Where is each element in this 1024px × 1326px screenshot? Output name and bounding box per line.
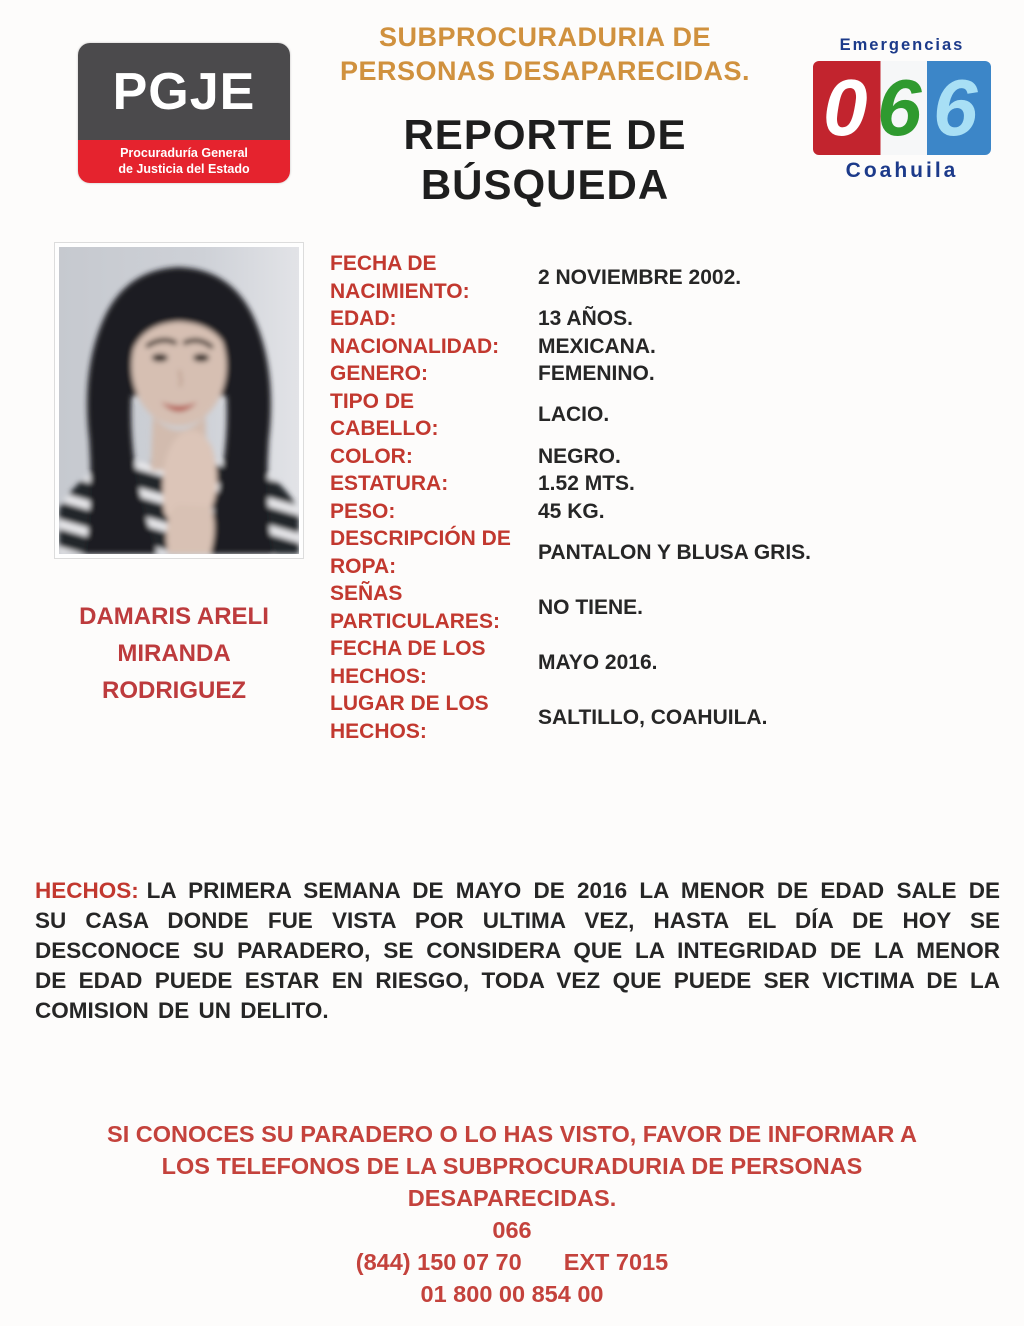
portrait-illustration [59, 247, 299, 554]
phone-ext: EXT 7015 [563, 1249, 669, 1275]
person-name [38, 598, 310, 709]
field-value: SALTILLO, COAHUILA. [538, 705, 768, 729]
pgje-acronym: PGJE [78, 43, 290, 140]
coahuila-label: Coahuila [845, 159, 959, 182]
emergency-066-logo [810, 36, 994, 183]
field-value: MEXICANA. [538, 334, 656, 358]
field-row [330, 525, 910, 580]
field-value: NEGRO. [538, 444, 621, 468]
digit-6-green-icon: 6 [877, 63, 922, 152]
missing-person-photo [55, 243, 303, 558]
field-label: COLOR: [330, 444, 413, 468]
person-name-line3: RODRIGUEZ [102, 677, 246, 704]
field-row [330, 690, 910, 745]
pgje-subtitle-line2: de Justicia del Estado [118, 161, 250, 176]
hechos-paragraph [35, 876, 1000, 1026]
subprocuraduria-title-line1: SUBPROCURADURIA DE [378, 22, 711, 52]
field-row [330, 635, 910, 690]
066-digits-box [813, 61, 991, 155]
field-label: TIPO DE CABELLO: [330, 389, 439, 440]
subprocuraduria-title-line2: PERSONAS DESAPARECIDAS. [339, 56, 751, 87]
contact-message-line1: SI CONOCES SU PARADERO O LO HAS VISTO, FAVOR DE INFORMAR A [107, 1121, 917, 1147]
header-title-block [308, 20, 782, 209]
field-row [330, 498, 910, 526]
field-value: PANTALON Y BLUSA GRIS. [538, 540, 812, 564]
field-row [330, 388, 910, 443]
contact-message-line3: DESAPARECIDAS. [407, 1185, 617, 1211]
field-label: EDAD: [330, 307, 397, 330]
field-label: LUGAR DE LOS HECHOS: [330, 692, 489, 743]
hechos-label: HECHOS: [35, 878, 139, 903]
field-row [330, 305, 910, 333]
digit-0-icon: 0 [823, 63, 868, 152]
pgje-subtitle-line1: Procuraduría General [120, 145, 248, 160]
field-label: FECHA DE LOS HECHOS: [330, 637, 486, 688]
field-label: DESCRIPCIÓN DE ROPA: [330, 527, 511, 578]
field-label: SEÑAS PARTICULARES: [330, 582, 500, 633]
report-title: REPORTE DE BÚSQUEDA [403, 111, 687, 208]
field-value: MAYO 2016. [538, 650, 658, 674]
field-row [330, 580, 910, 635]
phone-066: 066 [492, 1217, 532, 1243]
field-label: PESO: [330, 499, 396, 523]
field-row [330, 443, 910, 471]
field-label: GENERO: [330, 362, 429, 385]
person-name-line2: MIRANDA [117, 640, 231, 667]
field-value: FEMENINO. [538, 362, 655, 385]
emergencias-label: Emergencias [839, 36, 965, 54]
field-value: 45 KG. [538, 499, 605, 523]
person-details-table [330, 250, 910, 745]
hechos-text: LA PRIMERA SEMANA DE MAYO DE 2016 LA MENOR DE EDAD SALE DE SU CASA DONDE FUE VISTA POR ULTIMA VEZ, HASTA EL DÍA DE HOY SE DESCONOCE SU PARADERO, SE CONSIDERA QUE LA INTEGRIDAD DE LA MENOR DE EDAD PUEDE ESTAR EN RIESGO, TODA VEZ QUE PUEDE SER VICTIMA DE LA COMISION DE UN DELITO. [35, 878, 1000, 1023]
person-name-line1: DAMARIS ARELI [79, 603, 269, 630]
field-value: NO TIENE. [538, 595, 644, 619]
phone-line [12, 1246, 1012, 1278]
contact-notice [12, 1118, 1012, 1310]
field-row [330, 360, 910, 388]
phone-tollfree: 01 800 00 854 00 [420, 1281, 604, 1307]
field-row [330, 250, 910, 305]
field-value: 2 NOVIEMBRE 2002. [538, 265, 742, 289]
digit-6-blue-icon: 6 [933, 63, 978, 152]
field-value: 13 AÑOS. [538, 307, 633, 330]
phone-main: (844) 150 07 70 [355, 1249, 522, 1275]
field-label: FECHA DE NACIMIENTO: [330, 252, 470, 303]
field-value: LACIO. [538, 403, 610, 427]
contact-message-line2: LOS TELEFONOS DE LA SUBPROCURADURIA DE PERSONAS [161, 1153, 863, 1179]
field-label: ESTATURA: [330, 472, 449, 495]
pgje-subtitle [78, 140, 290, 183]
field-row [330, 470, 910, 498]
pgje-logo [78, 43, 290, 183]
field-value: 1.52 MTS. [538, 472, 635, 495]
field-row [330, 333, 910, 361]
field-label: NACIONALIDAD: [330, 334, 500, 358]
